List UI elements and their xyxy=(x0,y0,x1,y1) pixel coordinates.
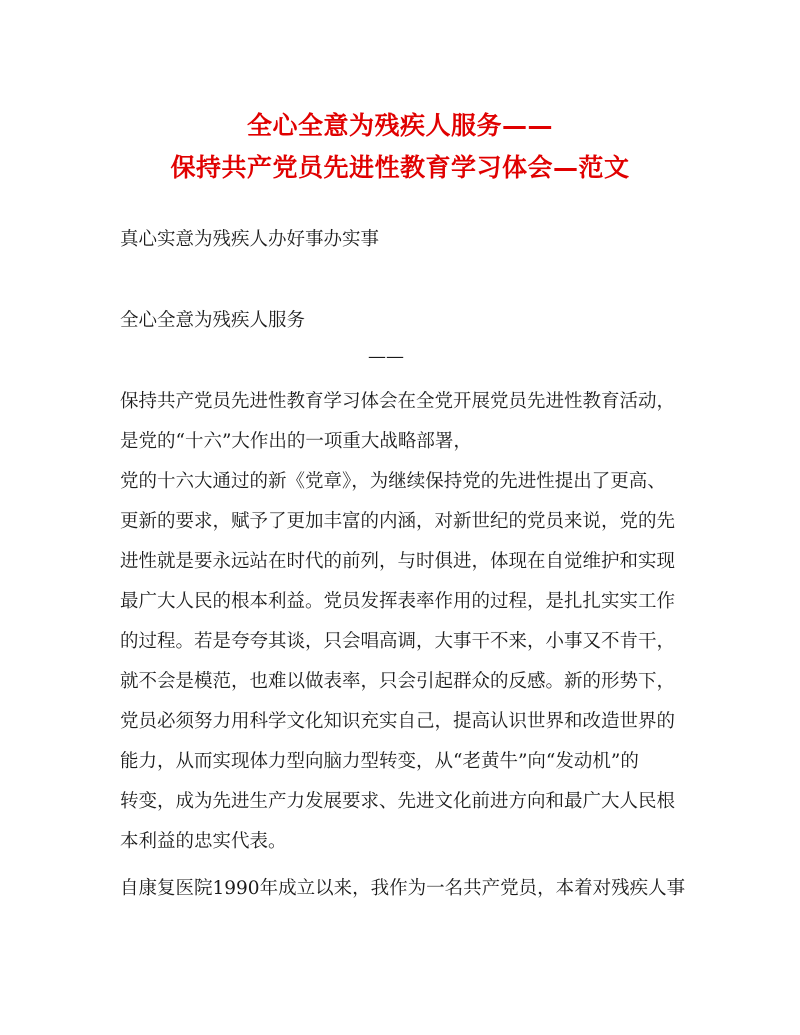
body-line: 党的十六大通过的新《党章》，为继续保持党的先进性提出了更高、 xyxy=(120,471,666,492)
body-line: 本利益的忠实代表。 xyxy=(120,831,287,852)
body-line: 更新的要求，赋予了更加丰富的内涵，对新世纪的党员来说，党的先 xyxy=(120,511,676,532)
body-line: 能力，从而实现体力型向脑力型转变，从“老黄牛”向“发动机”的 xyxy=(120,751,639,772)
body-line: 的过程。若是夸夸其谈，只会唱高调，大事干不来，小事又不肯干， xyxy=(120,631,676,652)
body-line: 党员必须努力用科学文化知识充实自己，提高认识世界和改造世界的 xyxy=(120,711,676,732)
body-line: 是党的“十六”大作出的一项重大战略部署， xyxy=(120,431,472,452)
body-line: 保持共产党员先进性教育学习体会在全党开展党员先进性教育活动， xyxy=(120,391,676,412)
section-heading: 全心全意为残疾人服务 xyxy=(120,310,306,331)
document-title-line-1: 全心全意为残疾人服务—— xyxy=(246,111,553,140)
body-line: 自康复医院1990年成立以来，我作为一名共产党员，本着对残疾人事 xyxy=(120,878,686,899)
body-line: 最广大人民的根本利益。党员发挥表率作用的过程，是扎扎实实工作 xyxy=(120,591,676,612)
document-title-line-2: 保持共产党员先进性教育学习体会—范文 xyxy=(170,153,630,182)
body-line: 就不会是模范，也难以做表率，只会引起群众的反感。新的形势下， xyxy=(120,671,676,692)
document-subtitle: 真心实意为残疾人办好事办实事 xyxy=(120,229,380,250)
heading-dash: —— xyxy=(368,346,404,367)
body-line: 转变，成为先进生产力发展要求、先进文化前进方向和最广大人民根 xyxy=(120,791,676,812)
body-line: 进性就是要永远站在时代的前列，与时俱进，体现在自觉维护和实现 xyxy=(120,551,676,572)
